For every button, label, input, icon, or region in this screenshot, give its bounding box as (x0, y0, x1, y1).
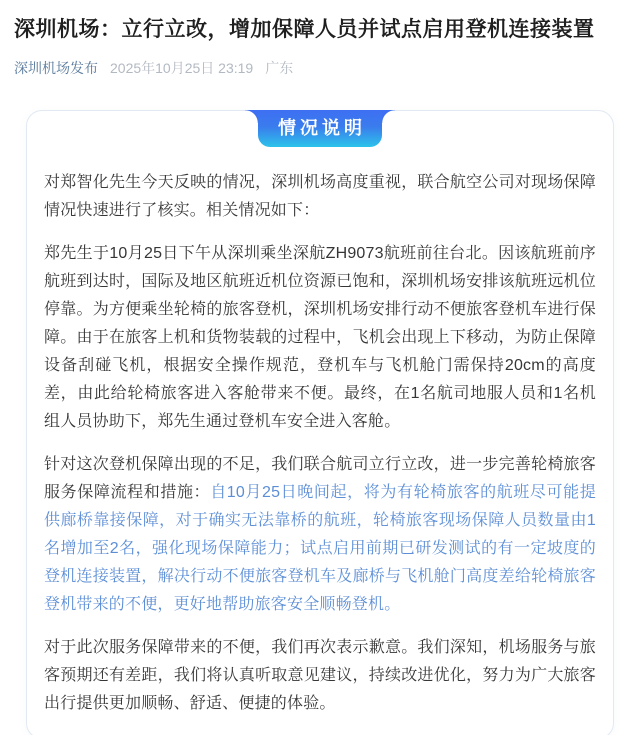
byline (14, 58, 626, 78)
article-header (0, 0, 640, 78)
paragraph-incident: 郑先生于10月25日下午从深圳乘坐深航ZH9073航班前往台北。因该航班前序航班到达时，国际及地区航班近机位资源已饱和，深圳机场安排该航班远机位停靠。为方便乘坐轮椅的旅客登机，深圳机场安排行动不便旅客登机车进行保障。由于在旅客上机和货物装载的过程中，飞机会出现上下移动，为防止保障设备刮碰飞机，根据安全操作规范，登机车与飞机舱门需保持20cm的高度差，由此给轮椅旅客进入客舱带来不便。最终，在1名航司地服人员和1名机组人员协助下，郑先生通过登机车安全进入客舱。 (44, 245, 596, 430)
page-title: 深圳机场：立行立改，增加保障人员并试点启用登机连接装置 (14, 18, 595, 41)
paragraph-measures-lead: 针对这次登机保障出现的不足，我们联合航司立行立改，进一步完善轮椅旅客服务保障流程和措施： (44, 456, 596, 501)
statement-badge: 情况说明 (258, 110, 382, 147)
publish-date: 2025年10月25日 23:19 (110, 60, 254, 76)
author-link[interactable]: 深圳机场发布 (14, 60, 98, 76)
paragraph-measures (44, 451, 596, 619)
paragraph-apology: 对于此次服务保障带来的不便，我们再次表示歉意。我们深知，机场服务与旅客预期还有差距，我们将认真听取意见建议，持续改进优化，努力为广大旅客出行提供更加顺畅、舒适、便捷的体验。 (44, 639, 596, 712)
publish-location: 广东 (265, 60, 294, 76)
statement-body (44, 169, 596, 718)
paragraph-measures-highlight: 自10月25日晚间起，将为有轮椅旅客的航班尽可能提供廊桥靠接保障，对于确实无法靠桥的航班，轮椅旅客现场保障人员数量由1名增加至2名，强化现场保障能力；试点启用前期已研发测试的有一定坡度的登机连接装置，解决行动不便旅客登机车及廊桥与飞机舱门高度差给轮椅旅客登机带来的不便，更好地帮助旅客安全顺畅登机。 (44, 484, 596, 613)
statement-card (26, 110, 614, 735)
paragraph-intro: 对郑智化先生今天反映的情况，深圳机场高度重视，联合航空公司对现场保障情况快速进行了核实。相关情况如下： (44, 174, 596, 219)
